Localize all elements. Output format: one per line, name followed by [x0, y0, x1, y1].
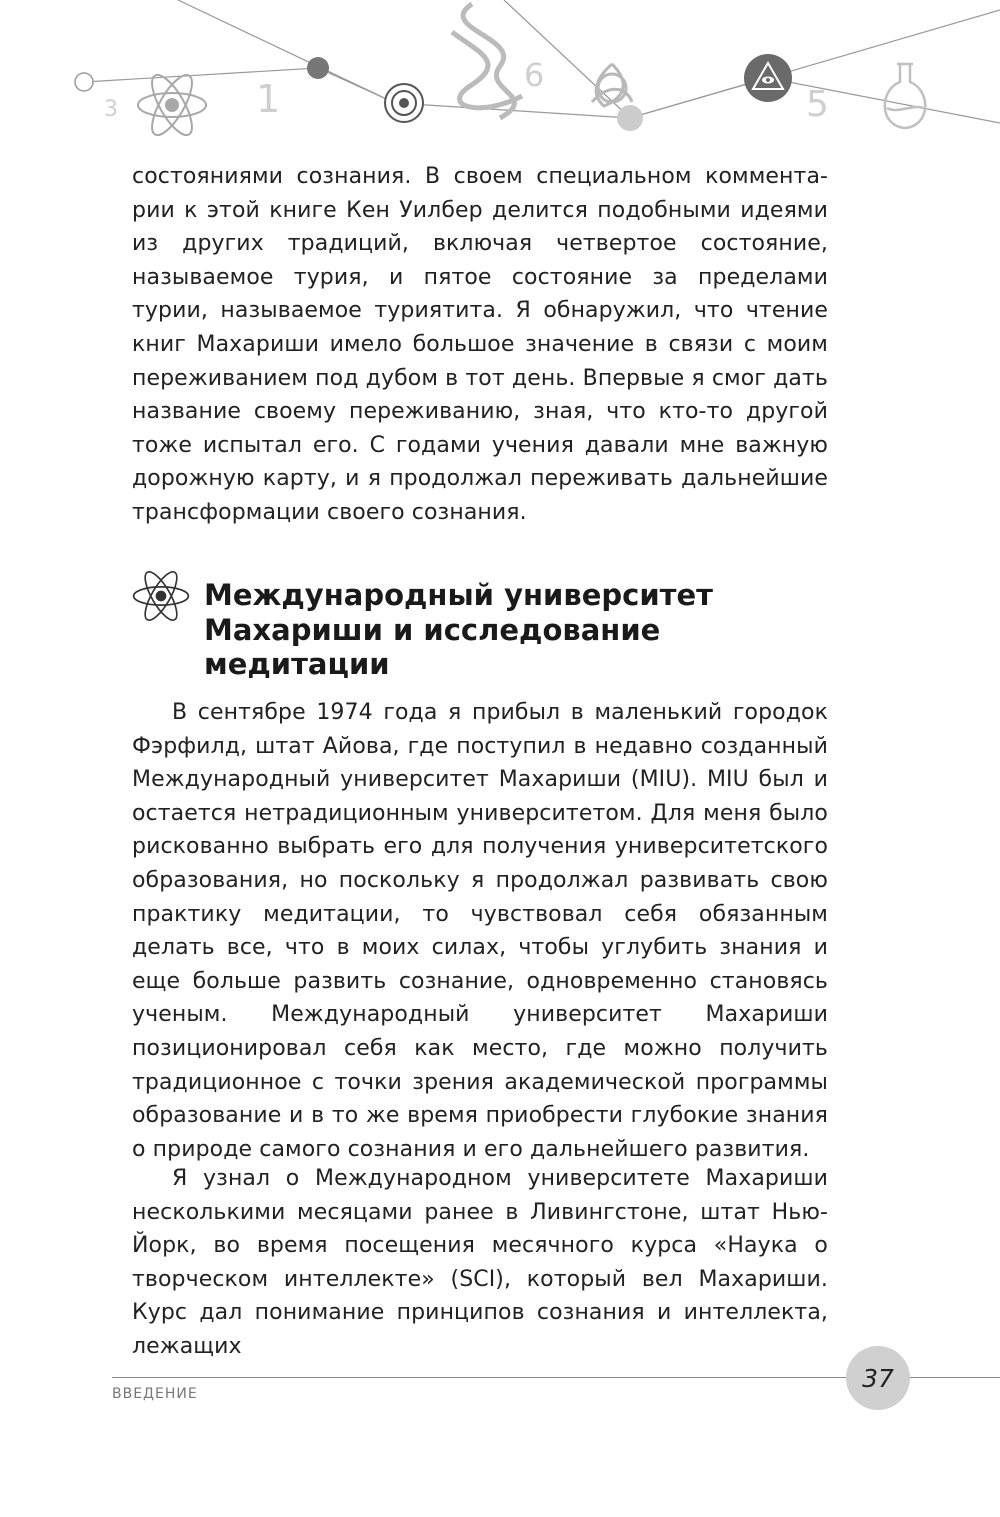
- decor-line: [84, 68, 318, 82]
- page-number: 37: [862, 1363, 894, 1393]
- celtic-knot-icon: [592, 64, 632, 106]
- body-paragraph: В сентябре 1974 года я прибыл в маленький городок Фэрфилд, штат Айова, где поступил в недавно созданный Международный университет Махариши (MIU). MIU был и остается нетрадиционным университетом. Для меня было рискованно выбрать его для получения университетского образования, но поскольку я продолжал развивать свою практику медитации, то чувствовал себя обязанным делать все, что в моих силах, чтобы углубить знания и еще больше развить сознание, одновременно становясь ученым. Международный университет Махариши позиционировал себя как место, где можно получить традиционное с точки зрения академической программы образование и в то же время приобрести глубокие знания о природе самого сознания и его дальнейшего развития.: [132, 700, 828, 1162]
- decor-dot: [617, 105, 643, 131]
- coin-icon: [385, 84, 423, 122]
- eye-pyramid-icon: [744, 54, 792, 102]
- flask-icon: [885, 64, 925, 128]
- decor-dot: [75, 73, 93, 91]
- section-heading: Международный университет Махариши и исследование медитации: [204, 578, 713, 681]
- decor-number: 1: [256, 77, 281, 121]
- atom-icon: [130, 565, 192, 627]
- decor-line: [504, 0, 630, 118]
- decor-dot: [307, 57, 329, 79]
- running-head: ВВЕДЕНИЕ: [112, 1386, 198, 1402]
- body-paragraph: состояниями сознания. В своем специальном комментарии к этой книге Кен Уилбер делится подобными идеями из других традиций, включая четвертое состояние, называемое турия, и пятое состояние за пределами турии, называемое туриятита. Я обнаружил, что чтение книг Махариши имело большое значение в связи с моим переживанием под дубом в тот день. Впервые я смог дать название своему переживанию, зная, что кто-то другой тоже испытал его. С годами учения давали мне важную дорожную карту, и я продолжал переживать дальнейшие трансформации своего сознания.: [132, 164, 828, 525]
- decor-number: 6: [524, 56, 545, 94]
- decor-line: [178, 0, 395, 103]
- atom-icon: [138, 70, 206, 141]
- decor-number: 3: [104, 97, 118, 122]
- header-decoration: [0, 0, 1000, 150]
- page-number-badge: [846, 1346, 910, 1410]
- dna-icon: [452, 4, 522, 118]
- decor-number: 5: [806, 84, 829, 125]
- body-paragraph: Я узнал о Международном университете Махариши несколькими месяцами ранее в Ливингстоне, штат Нью-Йорк, во время посещения месячного курса «Наука о творческом интеллекте» (SCI), который вел Махариши. Курс дал понимание принципов сознания и интеллекта, лежащих: [132, 1166, 828, 1359]
